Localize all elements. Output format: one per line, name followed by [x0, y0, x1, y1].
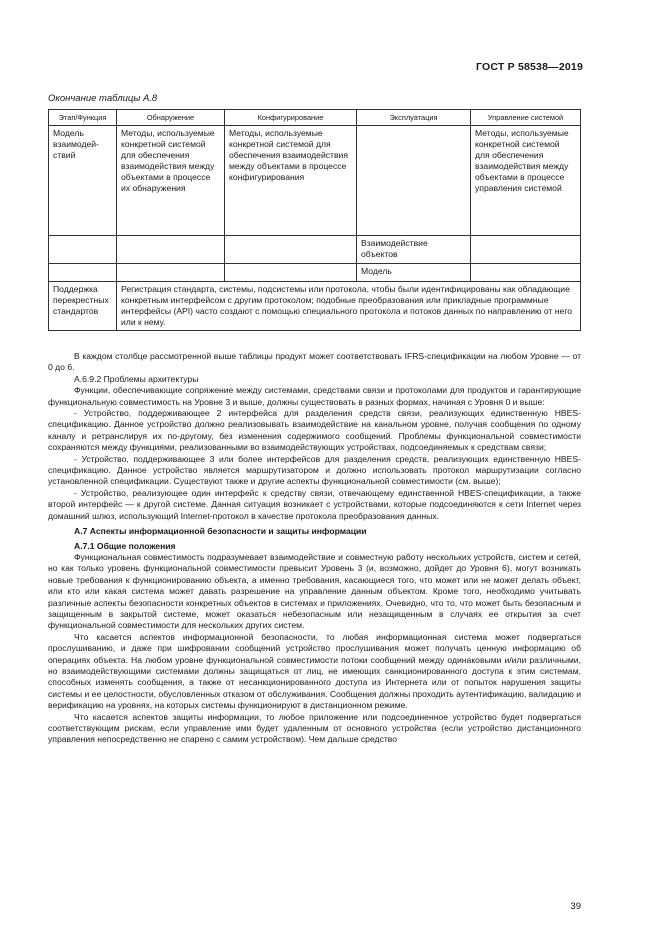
table-row	[49, 126, 581, 236]
paragraph: Функции, обеспечивающие сопряжение между системами, средствами связи и протоколами для продуктов и гарантирующие функциональную совместимость на Уровне 3 и выше, должны существовать в разных формах, начиная с Уровня 0 и выше:	[48, 385, 581, 407]
page-number: 39	[570, 901, 581, 912]
table-a8	[48, 109, 581, 331]
column-header: Конфигурирование	[225, 110, 357, 126]
table-cell: Методы, используемые конкретной системой для обеспечения взаимодействия между объектами в процессе их обнаружения	[117, 126, 225, 236]
table-cell	[49, 264, 117, 282]
table-cell: Методы, используемые конкретной системой для обеспечения взаимодействия между объектами в процессе конфигурирования	[225, 126, 357, 236]
table-cell: Поддержка перекрестных стандартов	[49, 282, 117, 331]
table-cell	[117, 236, 225, 264]
table-cell	[357, 126, 471, 236]
list-item: - Устройство, поддерживающее 2 интерфейса для разделения средств связи, реализующих единственную HBES-спецификацию. Данное устройство должно реализовывать взаимодействие на канальном уровне, получая сообщения по одному каналу и ретранслируя их по-другому, без изменения содержимого сообщений. Проблемы функциональной совместимости сохраняются между функциями, реализованными во взаимодействующих устройствах, подсоединяемых к средствам связи;	[48, 408, 581, 453]
column-header: Эксплуатация	[357, 110, 471, 126]
column-header: Этап/Функция	[49, 110, 117, 126]
paragraph: Что касается аспектов информационной безопасности, то любая информационная система может подвергаться прослушиванию, и даже при шифровании сообщений устройство прослушивания может получать ценную информацию об операциях объекта. На любом уровне функциональной совместимости потоки сообщений между одинаковыми и/или различными, но взаимодействующими системами должны защищаться от лиц, не имеющих санкционированного доступа к этим системам, способных изменять сообщения, а также от несанкционированного доступа из Интернета или от попыток нарушения защиты системы и ее целостности, обусловленных отказом от обслуживания. Сообщения должны проходить аутентификацию, валидацию и верификацию на уровнях, на которых системы функционируют в дистанционном режиме.	[48, 631, 581, 711]
column-header: Управление системой	[471, 110, 581, 126]
table-row	[49, 236, 581, 264]
table-cell	[117, 264, 225, 282]
table-cell	[225, 236, 357, 264]
column-header: Обнаружение	[117, 110, 225, 126]
list-item: - Устройство, поддерживающее 3 или более интерфейсов для разделения средств, реализующих единственную HBES-спецификацию. Данное устройство является маршрутизатором и должно использовать протокол маршрутизации согласно установленной спецификации. Существуют также и другие аспекты функциональной совместимости (см. выше);	[48, 453, 581, 487]
document-code: ГОСТ Р 58538—2019	[475, 61, 583, 73]
section-heading: А.7 Аспекты информационной безопасности и защиты информации	[74, 526, 367, 537]
table-header-row	[49, 110, 581, 126]
table-cell	[471, 264, 581, 282]
table-row	[49, 282, 581, 331]
paragraph: Функциональная совместимость подразумевает взаимодействие и совместную работу нескольких устройств, систем и сетей, но как только уровень функциональной совместимости превысит Уровень 3 (и, возможно, дойдет до Уровня 6), могут возникать новые требования к функционированию объекта, а именно требования, касающиеся того, что может или не может делать объект, или кто или какая система может давать разрешение на управление данным объектом. Кроме того, необходимо учитывать различные аспекты безопасности конкретных объектов в системах и приложениях. Очевидно, что то, что может быть безопасным и защищенным в закрытой системе, может оказаться небезопасным или незащищенным в случаях ее открытия за счет функциональной совместимости для нескольких других систем.	[48, 551, 581, 631]
table-cell: Модель взаимодействий	[49, 126, 117, 236]
table-cell-merged: Регистрация стандарта, системы, подсистемы или протокола, чтобы были идентифицированы как обладающие конкретным интерфейсом с другим протоколом; подобные преобразования или прикладные программные интерфейсы (API) часто создают с помощью специального протокола и потоков данных по направлению от него или к нему.	[117, 282, 581, 331]
table-cell: Модель	[357, 264, 471, 282]
subsection-heading: А.7.1 Общие положения	[74, 540, 176, 551]
table-row	[49, 264, 581, 282]
paragraph: Что касается аспектов защиты информации, то любое приложение или подсоединенное устройство будет подвергаться соответствующим рискам, если управление ими будет удаленным от основного устройства (если устройство дистанционного управления непосредственно не спарено с самим устройством). Чем дальше средство	[48, 711, 581, 745]
table-cell	[471, 236, 581, 264]
table-cell: Взаимодействие объектов	[357, 236, 471, 264]
table-caption: Окончание таблицы А.8	[48, 93, 158, 104]
body-text	[48, 351, 581, 746]
table-cell: Методы, используемые конкретной системой для обеспечения взаимодействия между объектами в процессе управления системой	[471, 126, 581, 236]
table-cell	[49, 236, 117, 264]
section-heading: А.6.9.2 Проблемы архитектуры	[74, 373, 199, 384]
paragraph: В каждом столбце рассмотренной выше таблицы продукт может соответствовать IFRS-спецификации на любом Уровне — от 0 до 6.	[48, 351, 581, 373]
table-cell	[225, 264, 357, 282]
list-item: - Устройство, реализующее один интерфейс к средству связи, отвечающему единственной HBES-спецификации, а также второй интерфейс — к другой системе. Данная ситуация возникает с устройствами, которые подсоединяются к сети Internet через домашний шлюз, использующий Internet-протокол в качестве протокола преобразования данных.	[48, 487, 581, 521]
